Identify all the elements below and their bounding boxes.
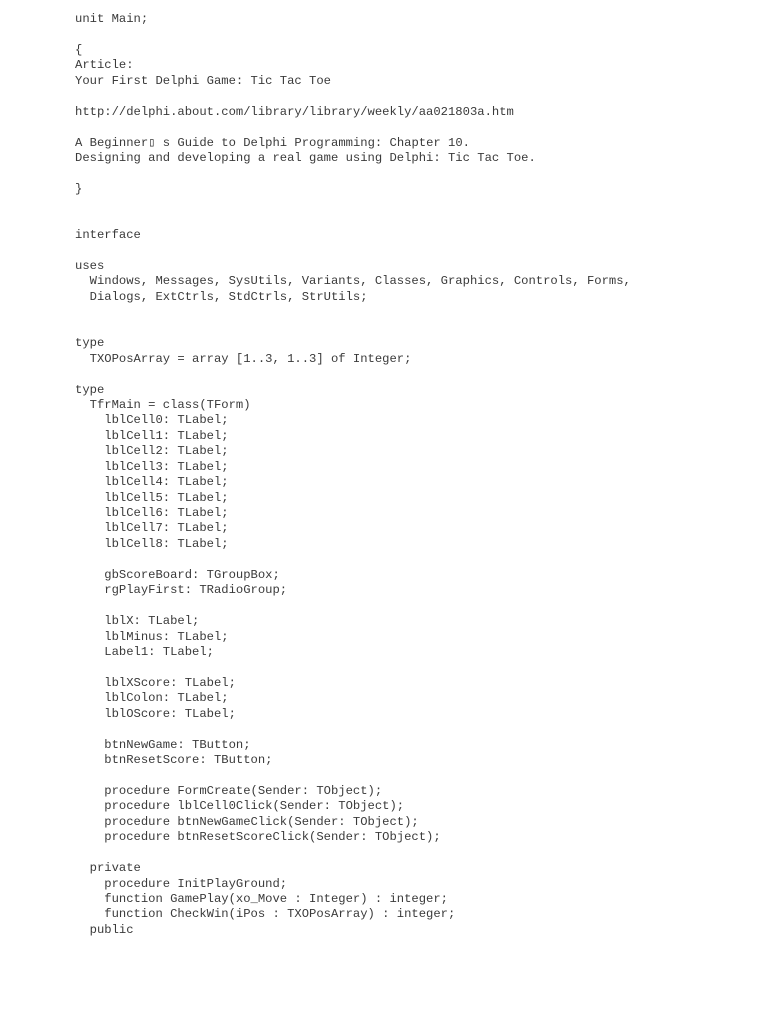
code-line [75, 768, 631, 783]
code-line: private [75, 861, 141, 876]
code-line: procedure FormCreate(Sender: TObject); [75, 783, 383, 798]
code-line: function CheckWin(iPos : TXOPosArray) : integer; [75, 907, 456, 922]
code-line: rgPlayFirst: TRadioGroup; [75, 583, 288, 598]
code-line: type [75, 382, 105, 397]
code-line [75, 846, 631, 861]
code-line: A Beginner▯ s Guide to Delphi Programming: Chapter 10. [75, 135, 470, 150]
code-line: type [75, 336, 105, 351]
code-line [75, 213, 631, 228]
code-line [75, 89, 631, 104]
code-line: TfrMain = class(TForm) [75, 397, 251, 412]
code-line: } [75, 181, 83, 196]
code-line: TXOPosArray = array [1..3, 1..3] of Integer; [75, 351, 412, 366]
code-line: lblOScore: TLabel; [75, 706, 236, 721]
code-line [75, 321, 631, 336]
code-line: lblCell3: TLabel; [75, 459, 229, 474]
code-line: lblMinus: TLabel; [75, 629, 229, 644]
code-line [75, 244, 631, 259]
code-line: uses [75, 259, 105, 273]
code-line: lblCell2: TLabel; [75, 444, 229, 459]
code-line [75, 367, 631, 382]
code-line: Your First Delphi Game: Tic Tac Toe [75, 73, 331, 88]
code-line [75, 120, 631, 135]
code-line: lblXScore: TLabel; [75, 675, 236, 690]
code-line: lblCell6: TLabel; [75, 506, 229, 520]
code-line: lblCell7: TLabel; [75, 521, 229, 536]
code-line: Designing and developing a real game using Delphi: Tic Tac Toe. [75, 150, 536, 165]
code-line: function GamePlay(xo_Move : Integer) : integer; [75, 891, 448, 906]
code-line: lblCell5: TLabel; [75, 490, 229, 505]
code-line [75, 660, 631, 675]
code-line: lblCell0: TLabel; [75, 413, 229, 428]
code-line: unit Main; [75, 12, 149, 26]
code-line [75, 599, 631, 614]
code-line [75, 197, 631, 212]
code-line: procedure btnResetScoreClick(Sender: TObject); [75, 830, 441, 845]
code-line: procedure btnNewGameClick(Sender: TObject); [75, 814, 419, 829]
code-line [75, 722, 631, 737]
code-line: gbScoreBoard: TGroupBox; [75, 567, 280, 582]
code-line: lblColon: TLabel; [75, 691, 229, 706]
code-line: procedure lblCell0Click(Sender: TObject); [75, 799, 405, 814]
code-line: interface [75, 228, 141, 243]
code-line [75, 552, 631, 567]
code-line: lblCell1: TLabel; [75, 428, 229, 443]
code-line: Article: [75, 58, 134, 73]
code-line: btnNewGame: TButton; [75, 737, 251, 752]
code-line: lblX: TLabel; [75, 614, 200, 629]
code-line [75, 27, 631, 42]
code-line: http://delphi.about.com/library/library/weekly/aa021803a.htm [75, 104, 514, 119]
code-line [75, 305, 631, 320]
code-line: lblCell8: TLabel; [75, 536, 229, 551]
code-line: { [75, 42, 83, 57]
code-line: Windows, Messages, SysUtils, Variants, Classes, Graphics, Controls, Forms, [75, 274, 631, 289]
code-line: public [75, 922, 134, 937]
code-line: Dialogs, ExtCtrls, StdCtrls, StrUtils; [75, 289, 368, 304]
source-code-listing [75, 12, 631, 938]
code-line: btnResetScore: TButton; [75, 753, 273, 767]
code-line: lblCell4: TLabel; [75, 475, 229, 490]
code-line [75, 166, 631, 181]
code-line: Label1: TLabel; [75, 644, 214, 659]
code-line: procedure InitPlayGround; [75, 876, 288, 891]
